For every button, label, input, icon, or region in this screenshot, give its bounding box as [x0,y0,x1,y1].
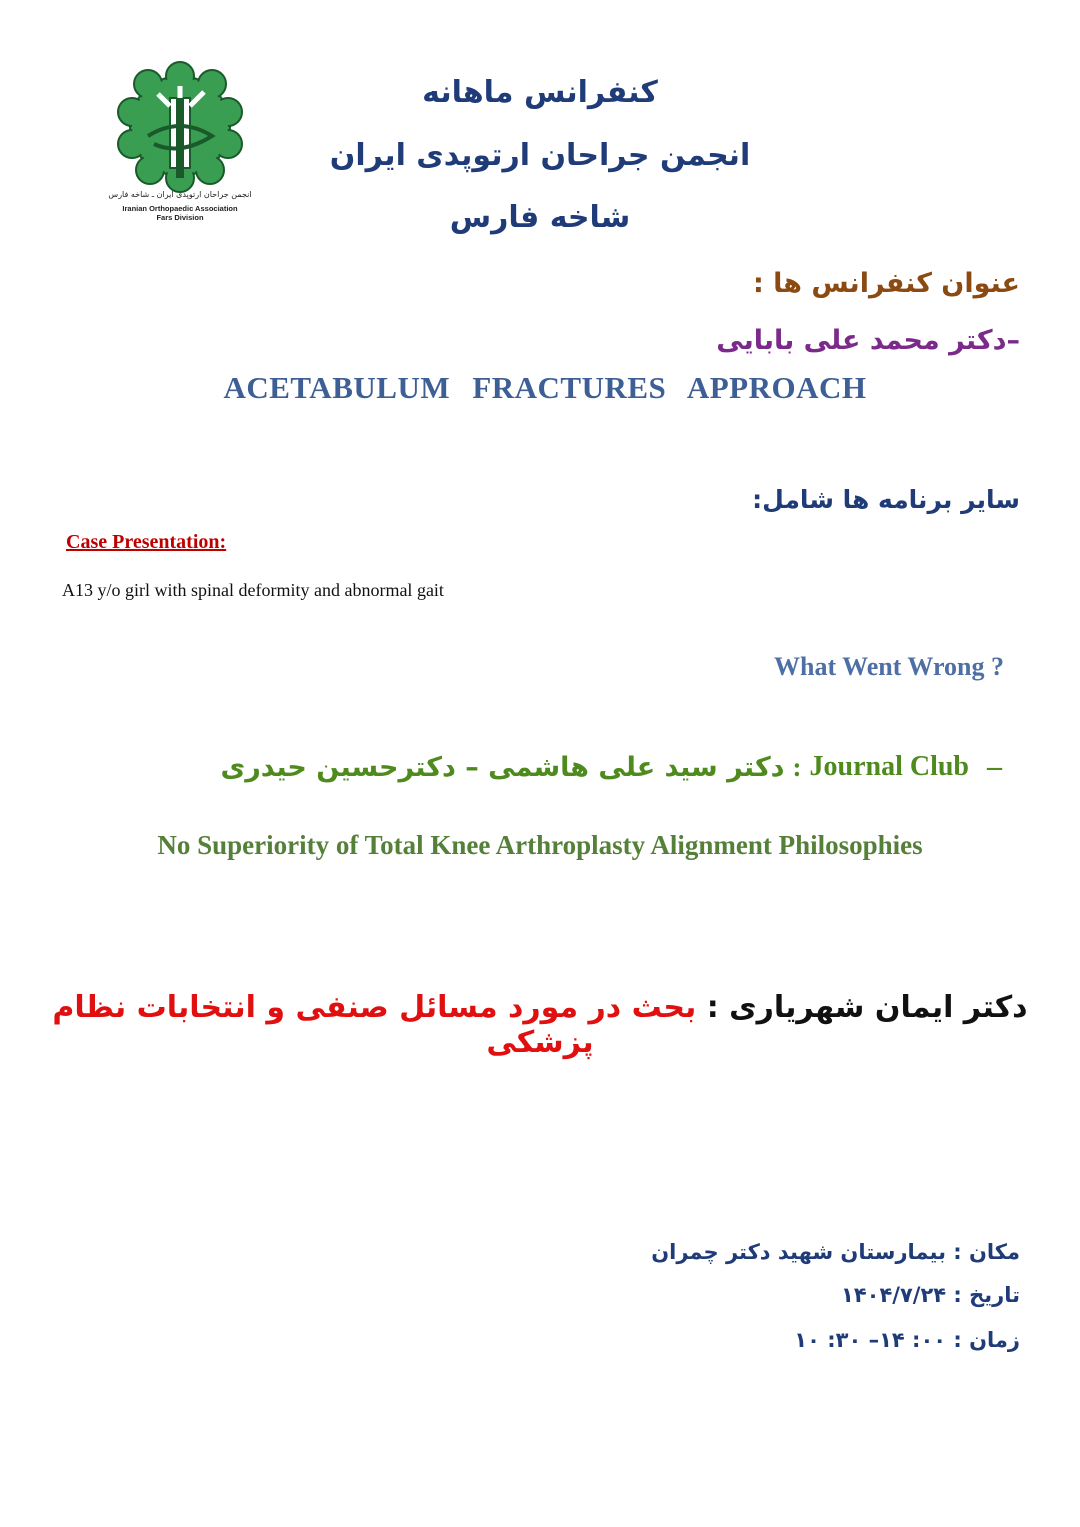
conference-heading: عنوان کنفرانس ها : [752,268,1020,299]
header-title-line-1: کنفرانس ماهانه [422,75,658,110]
logo-caption-fa: انجمن جراحان ارتوپدی ایران ـ شاخه فارس [108,190,252,199]
logo-caption-en-2: Fars Division [156,213,204,222]
discussion-speaker: دکتر ایمان شهریاری : [706,990,1028,1025]
conference-speaker: –دکتر محمد علی بابایی [716,325,1020,356]
header-title-line-2: انجمن جراحان ارتوپدی ایران [329,138,751,173]
other-programs-heading: سایر برنامه ها شامل: [752,485,1020,514]
discussion-row [0,990,1080,1060]
journal-club-presenters: دکتر سید علی هاشمی – دکترحسین حیدری [220,751,785,783]
association-logo [100,58,260,228]
time-info: زمان : ۰۰: ۱۴– ۳۰: ۱۰ [794,1328,1020,1352]
header-title-line-3: شاخه فارس [449,200,631,235]
date-info: تاریخ : ۱۴۰۴/۷/۲۴ [841,1283,1020,1307]
venue-info: مکان : بیمارستان شهید دکتر چمران [651,1240,1020,1264]
case-presentation-description: A13 y/o girl with spinal deformity and abnormal gait [62,580,444,600]
tree-caduceus-emblem-icon [100,58,260,193]
discussion-topic: بحث در مورد مسائل صنفی و انتخابات نظام پزشکی [52,990,697,1060]
journal-club-article-title: No Superiority of Total Knee Arthroplasty Alignment Philosophies [157,830,923,860]
journal-club-row [220,745,1002,789]
journal-club-dash: – [987,750,1002,783]
what-went-wrong-heading: What Went Wrong ? [774,652,1004,681]
logo-caption-en-1: Iranian Orthopaedic Association [122,204,238,213]
case-presentation-label: Case Presentation: [66,531,227,553]
conference-talk-title: ACETABULUM FRACTURES APPROACH [223,370,867,405]
journal-club-label: Journal Club [809,751,969,782]
journal-club-colon: : [792,751,802,782]
